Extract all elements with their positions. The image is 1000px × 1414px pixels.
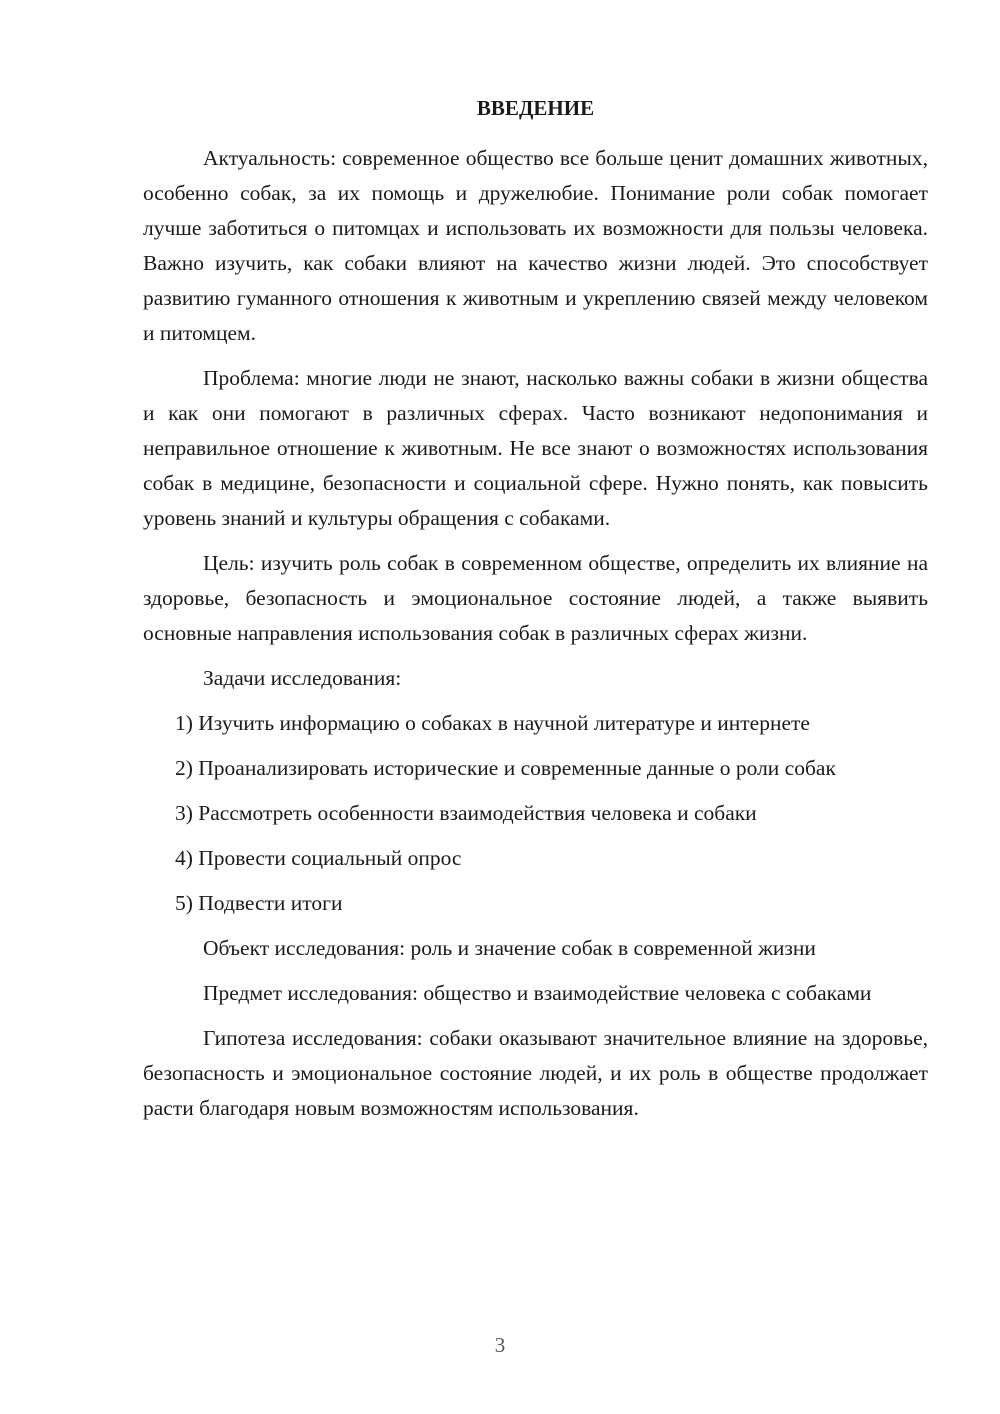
goal-paragraph: Цель: изучить роль собак в современном обществе, определить их влияние на здоровье, безопасность и эмоциональное состояние людей, а также выявить основные направления использования собак в различных сферах жизни. bbox=[143, 551, 928, 645]
task-item: 3) Рассмотреть особенности взаимодействия человека и собаки bbox=[175, 801, 757, 825]
subject-paragraph: Предмет исследования: общество и взаимодействие человека с собаками bbox=[203, 981, 872, 1005]
document-page bbox=[143, 93, 928, 1136]
page-number: 3 bbox=[494, 1333, 506, 1357]
task-item: 5) Подвести итоги bbox=[175, 891, 343, 915]
tasks-heading: Задачи исследования: bbox=[203, 666, 402, 690]
relevance-paragraph: Актуальность: современное общество все больше ценит домашних животных, особенно собак, за их помощь и дружелюбие. Понимание роли собак помогает лучше заботиться о питомцах и использовать их возможности для пользы человека. Важно изучить, как собаки влияют на качество жизни людей. Это способствует развитию гуманного отношения к животным и укреплению связей между человеком и питомцем. bbox=[143, 146, 928, 345]
task-item: 2) Проанализировать исторические и современные данные о роли собак bbox=[175, 756, 836, 780]
hypothesis-paragraph: Гипотеза исследования: собаки оказывают значительное влияние на здоровье, безопасность и эмоциональное состояние людей, и их роль в обществе продолжает расти благодаря новым возможностям использования. bbox=[143, 1026, 928, 1120]
problem-paragraph: Проблема: многие люди не знают, насколько важны собаки в жизни общества и как они помогают в различных сферах. Часто возникают недопонимания и неправильное отношение к животным. Не все знают о возможностях использования собак в медицине, безопасности и социальной сфере. Нужно понять, как повысить уровень знаний и культуры обращения с собаками. bbox=[143, 366, 928, 530]
section-title: ВВЕДЕНИЕ bbox=[476, 96, 595, 120]
task-item: 4) Провести социальный опрос bbox=[175, 846, 462, 870]
task-item: 1) Изучить информацию о собаках в научной литературе и интернете bbox=[175, 711, 810, 735]
object-paragraph: Объект исследования: роль и значение собак в современной жизни bbox=[203, 936, 816, 960]
